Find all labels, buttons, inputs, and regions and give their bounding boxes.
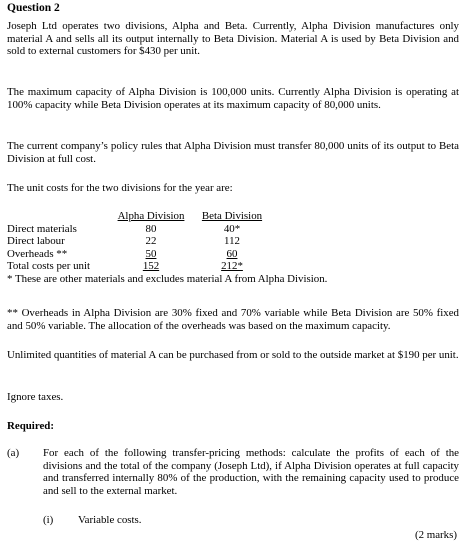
marks-label: (2 marks) [414,529,457,541]
intro-paragraph [7,20,459,58]
capacity-text: The maximum capacity of Alpha Division is 100,000 units. Currently Alpha Division is operating at 100% capacity while Beta Division operates at its maximum capacity of 80,000 units. [7,86,459,111]
required-heading: Required: [7,420,54,432]
overheads-note-text: ** Overheads in Alpha Division are 30% fixed and 70% variable while Beta Division are 50% fixed and 50% variable. The allocation of the overheads was based on the maximum capacity. [7,307,459,332]
row-label: Overheads ** [7,247,68,260]
table-footnote: * These are other materials and excludes material A from Alpha Division. [7,272,328,285]
column-header-alpha: Alpha Division [117,210,185,222]
alpha-value: 50 [145,247,157,260]
table-footnote-row [7,273,337,286]
unit-cost-table [7,210,337,285]
policy-text: The current company’s policy rules that Alpha Division must transfer 80,000 units of its output to Beta Division at full cost. [7,140,459,165]
beta-value: 40* [223,222,241,235]
row-label: Direct labour [7,235,65,247]
sub-i-label: (i) [43,514,54,526]
taxes-note [7,391,459,404]
market-note-text: Unlimited quantities of material A can be purchased from or sold to the outside market at $190 per unit. [7,349,459,361]
capacity-paragraph [7,86,459,111]
market-note [7,349,459,362]
alpha-value: 152 [142,260,160,272]
row-label: Total costs per unit [7,260,91,272]
policy-paragraph [7,140,459,165]
unit-costs-intro [7,182,459,195]
beta-value: 60 [226,247,238,260]
intro-text: Joseph Ltd operates two divisions, Alpha and Beta. Currently, Alpha Division manufactures only material A and sells all its output internally to Beta Division. Material A is used by Beta Division and sold to external customers for $430 per unit. [7,20,459,57]
part-a-text: For each of the following transfer-pricing methods: calculate the profits of each of the divisions and the total of the company (Joseph Ltd), if Alpha Division operates at full capacity and transferred internally 80% of the production, with the remaining capacity used to produce and sell to the external market. [43,447,459,497]
overheads-note [7,307,459,332]
table-row [7,223,337,236]
alpha-value: 80 [145,222,157,235]
beta-value: 212* [221,260,243,272]
sub-i-text: Variable costs. [78,514,142,526]
row-label: Direct materials [7,222,77,235]
question-heading: Question 2 [7,2,60,14]
table-row [7,248,337,261]
unit-costs-intro-text: The unit costs for the two divisions for the year are: [7,182,233,194]
column-header-beta: Beta Division [201,210,263,222]
alpha-value: 22 [145,235,157,247]
beta-value: 112 [224,235,240,247]
table-row [7,235,337,248]
part-a-label: (a) [7,447,20,459]
taxes-note-text: Ignore taxes. [7,391,64,403]
table-header-row [7,210,337,223]
table-row [7,260,337,273]
